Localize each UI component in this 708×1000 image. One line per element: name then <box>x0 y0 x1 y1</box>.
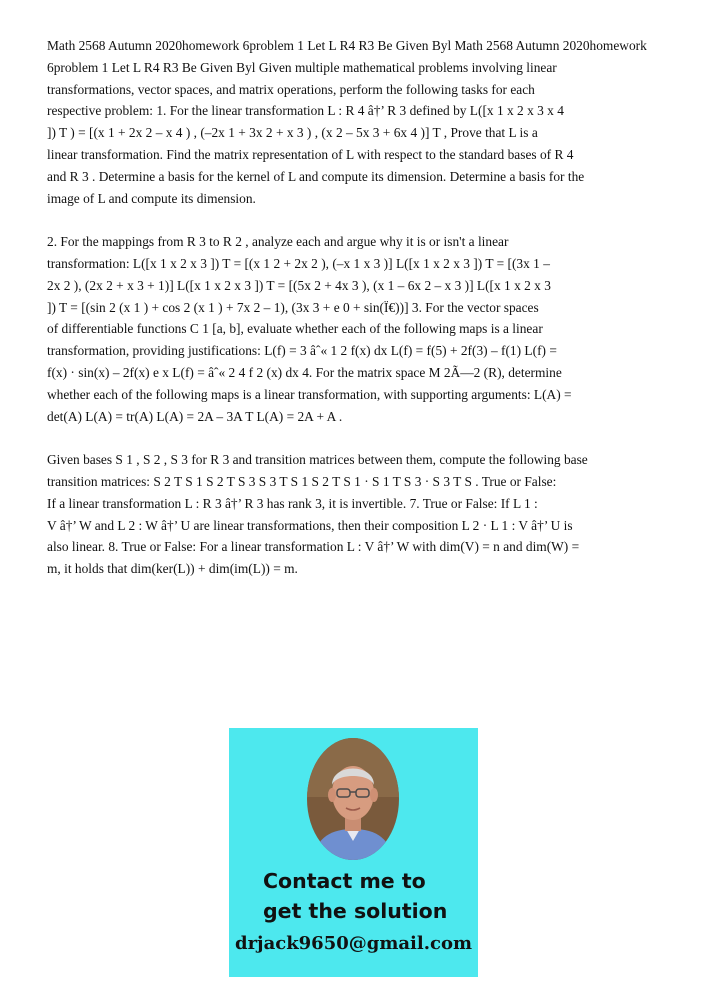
promo-heading: Contact me to get the solution <box>263 869 448 923</box>
document-body <box>47 35 667 580</box>
contact-promo-banner[interactable] <box>229 728 478 977</box>
problem-intro-paragraph: Math 2568 Autumn 2020homework 6problem 1 Let L R4 R3 Be Given Byl Math 2568 Autumn 2020homework 6problem 1 Let L R4 R3 Be Given Byl Given multiple mathematical problems involving linear transformations, vector spaces, and matrix operations, perform the following tasks for each respective problem: 1. For the linear transformation L : R 4 â†’ R 3 defined by L([x 1 x 2 x 3 x 4 ]) T ) = [(x 1 + 2x 2 – x 4 ) , (–2x 1 + 3x 2 + x 3 ) , (x 2 – 5x 3 + 6x 4 )] T , Prove that L is a linear transformation. Find the matrix representation of L with respect to the standard bases of R 4 and R 3 . Determine a basis for the kernel of L and compute its dimension. Determine a basis for the image of L and compute its dimension. <box>47 38 647 206</box>
problem-bases-paragraph: Given bases S 1 , S 2 , S 3 for R 3 and transition matrices between them, compute the following base transition matrices: S 2 T S 1 S 2 T S 3 S 3 T S 1 S 2 T S 1 · S 1 T S 3 · S 3 T S . True or False: If a linear transformation L : R 3 â†’ R 3 has rank 3, it is invertible. 7. True or False: If L 1 : V â†’ W and L 2 : W â†’ U are linear transformations, then their composition L 2 · L 1 : V â†’ U is also linear. 8. True or False: For a linear transformation L : V â†’ W with dim(V) = n and dim(W) = m, it holds that dim(ker(L)) + dim(im(L)) = m. <box>47 452 588 577</box>
problem-mappings-paragraph: 2. For the mappings from R 3 to R 2 , analyze each and argue why it is or isn't a linear transformation: L([x 1 x 2 x 3 ]) T = [(x 1 2 + 2x 2 ), (–x 1 x 3 )] L([x 1 x 2 x 3 ]) T = [(3x 1 – 2x 2 ), (2x 2 + x 3 + 1)] L([x 1 x 2 x 3 ]) T = [(5x 2 + 4x 3 ), (x 1 – 6x 2 – x 3 )] L([x 1 x 2 x 3 ]) T = [(sin 2 (x 1 ) + cos 2 (x 1 ) + 7x 2 – 1), (3x 3 + e 0 + sin(Ï€))] 3. For the vector spaces of differentiable functions C 1 [a, b], evaluate whether each of the following maps is a linear transformation, providing justifications: L(f) = 3 âˆ« 1 2 f(x) dx L(f) = f(5) + 2f(3) – f(1) L(f) = f(x) · sin(x) – 2f(x) e x L(f) = âˆ« 2 4 f 2 (x) dx 4. For the matrix space M 2Ã—2 (R), determine whether each of the following maps is a linear transformation, with supporting arguments: L(A) = det(A) L(A) = tr(A) L(A) = 2A – 3A T L(A) = 2A + A . <box>47 234 572 424</box>
person-portrait-icon <box>306 737 400 861</box>
contact-email-link[interactable]: drjack9650@gmail.com <box>234 933 473 954</box>
